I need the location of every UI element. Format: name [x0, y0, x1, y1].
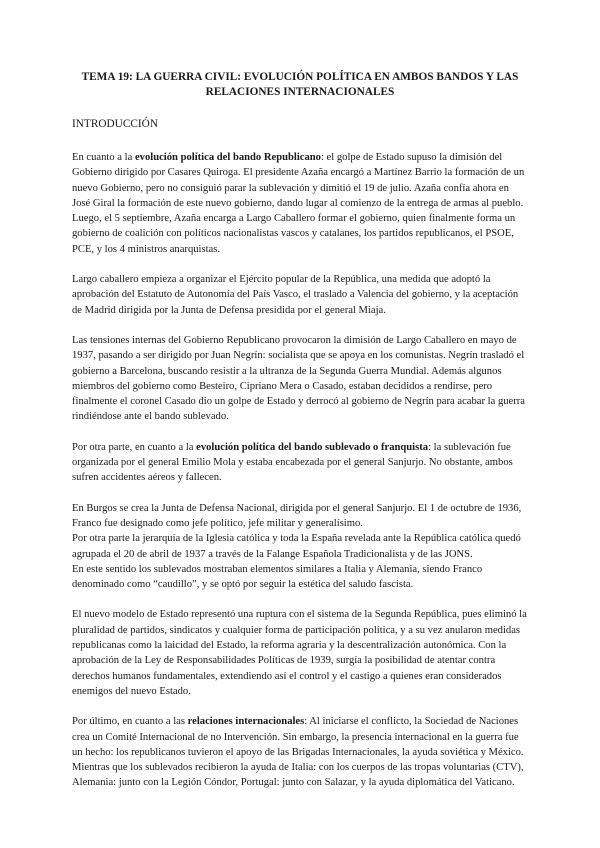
paragraph-republican-evolution	[72, 150, 528, 257]
paragraph-line: En Burgos se crea la Junta de Defensa Nacional, dirigida por el general Sanjurjo. El 1 de octubre de 1936, Franco fue designado como jefe político, jefe militar y generalísimo.	[72, 502, 522, 529]
paragraph-nationalist-evolution	[72, 440, 528, 486]
paragraph-line: Por otra parte la jerarquía de la Iglesia católica y toda la España revelada ante la República católica quedó agrupada el 20 de abril de 1937 a través de la Falange Española Tradicionalista y de las JONS.	[72, 533, 521, 560]
paragraph-text: Por otra parte, en cuanto a la	[72, 441, 197, 453]
paragraph-text: Por último, en cuanto a las	[72, 716, 188, 728]
paragraph-text: En cuanto a la	[72, 152, 135, 163]
bold-phrase: evolución política del bando Republicano	[134, 152, 321, 163]
bold-phrase: relaciones internacionales	[187, 716, 305, 728]
paragraph-new-state-model: El nuevo modelo de Estado representó una ruptura con el sistema de la Segunda República, pues eliminó la pluralidad de partidos, sindicatos y cualquier forma de participación política, y a su vez anularon medidas republicanas como la laicidad del Estado, la reforma agraria y la descentralización autonómica. Con la aprobación de la Ley de Responsabilidades Políticas de 1939, surgía la posibilidad de atentar contra derechos humanos fundamentales, extendiendo así el control y el castigo a quienes eran considerados enemigos del nuevo Estado.	[72, 609, 527, 697]
paragraph-internal-tensions: Las tensiones internas del Gobierno Republicano provocaron la dimisión de Largo Caballero en mayo de 1937, pasando a ser dirigido por Juan Negrín: socialista que se apoya en los comunistas. Negrín trasladó el gobierno a Barcelona, buscando resistir a la ultranza de la Segunda Guerra Mundial. Además algunos miembros del gobierno como Besteiro, Cipriano Mera o Casado, estaban decididos a rendirse, pero finalmente el coronel Casado dio un golpe de Estado y derrocó al gobierno de Negrín para acabar la guerra rindiéndose ante el bando sublevado.	[72, 334, 525, 423]
paragraph-largo-caballero: Largo caballero empieza a organizar el Ejército popular de la República, una medida que adoptó la aprobación del Estatuto de Autonomía del País Vasco, el traslado a Valencia del gobierno, y la aceptación de Madrid dirigida por la Junta de Defensa presidida por el general Miaja.	[72, 274, 519, 316]
bold-phrase: evolución política del bando sublevado o franquista	[196, 441, 429, 453]
paragraph-international-relations	[72, 714, 528, 790]
paragraph-line: En este sentido los sublevados mostraban elementos similares a Italia y Alemania, siendo Franco denominado como “caudillo”, y se optó por seguir la estética del saludo fascista.	[72, 563, 483, 591]
document-page	[72, 70, 528, 806]
paragraph-text: : el golpe de Estado supuso la dimisión del Gobierno dirigido por Casares Quiroga. El presidente Azaña encargó a Martínez Barrio la formación de un nuevo Gobierno, pero no consiguió parar la sublevación y dimitió el 19 de julio. Azaña confía ahora en José Giral la formación de este nuevo gobierno, dando lugar al comienzo de la entrega de armas al pueblo. Luego, el 5 septiembre, Azaña encarga a Largo Caballero formar el gobierno, quien finalmente forma un gobierno de coalición con políticos nacionalistas vascos y catalanes, los partidos republicanos, el PSOE, PCE, y los 4 ministros anarquistas.	[72, 152, 525, 255]
paragraph-burgos-junta	[72, 501, 528, 593]
paragraph-text: : la sublevación fue organizada por el general Emilio Mola y estaba encabezada por el general Sanjurjo. No obstante, ambos sufren accidentes aéreos y fallecen.	[72, 441, 513, 484]
paragraph-text: : Al iniciarse el conflicto, la Sociedad de Naciones crea un Comité Internacional de no Intervención. Sin embargo, la presencia internacional en la guerra fue un hecho: los republicanos tuvieron el apoyo de las Brigadas Internacionales, la ayuda soviética y México. Mientras que los sublevados recibieron la ayuda de Italia: con los cuerpos de las tropas voluntarias (CTV), Alemania: junto con la Legión Cóndor, Portugal: junto con Salazar, y la ayuda diplomática del Vaticano.	[72, 716, 524, 789]
document-title: TEMA 19: LA GUERRA CIVIL: EVOLUCIÓN POLÍTICA EN AMBOS BANDOS Y LAS RELACIONES INTERNACIONALES	[81, 71, 519, 98]
section-heading: INTRODUCCIÓN	[72, 118, 158, 130]
